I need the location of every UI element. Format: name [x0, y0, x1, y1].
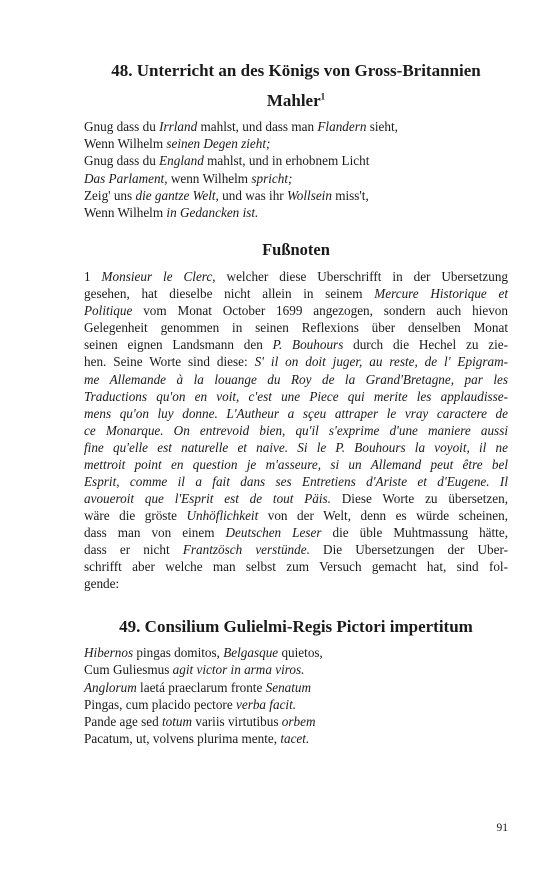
- page-number: 91: [496, 822, 508, 834]
- italic-text: ce Monarque. On entrevoid bien, qu'il s'exprime d'une maniere aussi: [84, 422, 508, 438]
- italic-text: Irrland: [159, 119, 198, 134]
- text-run: und was ihr: [218, 187, 287, 203]
- italic-text: Belgasque: [223, 645, 279, 661]
- footnotes-heading: Fußnoten: [262, 240, 330, 260]
- footnote-line: [84, 422, 508, 439]
- text-run: von der Welt, denn es würde scheinen,: [258, 507, 508, 523]
- text-run: hen. Seine Worte sind diese:: [84, 354, 255, 370]
- verse-line: [84, 204, 508, 221]
- italic-text: Frantzösch verstünde.: [182, 541, 310, 557]
- verse-line: [84, 118, 508, 135]
- italic-text: S' il on doit juger, au reste, de l' Epigram-: [254, 354, 508, 370]
- poem-49-verse: [84, 644, 508, 747]
- footnote-line: [84, 285, 508, 302]
- italic-text: tacet.: [280, 731, 310, 747]
- verse-line: [84, 170, 508, 187]
- text-run: Die Ubersetzungen der Uber-: [309, 541, 508, 557]
- footnote-1: [84, 268, 508, 592]
- text-run: durch die Hechel zu zie-: [343, 337, 508, 353]
- italic-text: verba facit.: [235, 696, 297, 712]
- italic-text: spricht;: [251, 170, 293, 186]
- text-run: welcher diese Uberschrifft in der Ubersetzung: [215, 269, 509, 285]
- italic-text: in Gedancken ist.: [166, 205, 259, 221]
- italic-text: Monsieur le Clerc,: [101, 269, 216, 285]
- page-body: [84, 56, 508, 747]
- verse-line: [84, 644, 508, 661]
- text-run: Gelegenheit genommen in seinen Reflexions über denselben Monat: [84, 320, 508, 336]
- italic-text: Hibernos: [84, 645, 134, 661]
- text-run: 1: [84, 269, 102, 285]
- italic-text: Esprit, comme il a fait dans ses Entretiens d'Ariste et d'Eugene. Il: [84, 473, 508, 489]
- verse-line: [84, 661, 508, 678]
- footnote-line: [84, 439, 508, 456]
- text-run: dass er nicht: [84, 541, 183, 557]
- text-run: Gnug dass du: [84, 119, 160, 134]
- footnote-line: [84, 456, 508, 473]
- italic-text: die gantze Welt,: [135, 187, 219, 203]
- italic-text: avoueroit que l'Esprit est de tout Päis.: [84, 490, 331, 506]
- text-run: mahlst, und in erhobnem Licht: [203, 153, 370, 169]
- text-run: wäre die gröste: [84, 507, 187, 523]
- text-run: Pacatum, ut, volvens plurima mente,: [84, 731, 281, 747]
- italic-text: Wollsein: [287, 187, 332, 203]
- footnote-line: [84, 371, 508, 388]
- italic-text: Mercure Historique et: [374, 286, 508, 302]
- footnote-line: [84, 353, 508, 370]
- text-run: Wenn Wilhelm: [84, 136, 167, 152]
- text-run: mahlst, und dass man: [197, 119, 318, 134]
- footnote-line: [84, 524, 508, 541]
- verse-line: [84, 730, 508, 747]
- italic-text: fine qu'elle est naturelle et naive. Si le P. Bouhours la voyoit, il ne: [84, 439, 508, 455]
- footnote-line: [84, 336, 508, 353]
- italic-text: totum: [162, 713, 193, 729]
- footnote-line: [84, 388, 508, 405]
- text-run: Gnug dass du: [84, 153, 160, 169]
- italic-text: Flandern: [317, 119, 367, 134]
- verse-line: [84, 187, 508, 204]
- footnote-line: [84, 541, 508, 558]
- text-run: wenn Wilhelm: [167, 170, 252, 186]
- text-run: die üble Muhtmassung hätte,: [321, 524, 508, 540]
- footnote-line: [84, 405, 508, 422]
- text-run: Pande age sed: [84, 713, 162, 729]
- text-run: Diese Worte zu übersetzen,: [330, 490, 508, 506]
- poem-48-verse: [84, 118, 508, 221]
- italic-text: me Allemande à la louange du Roy de la Grand'Bretagne, par les: [84, 371, 508, 387]
- text-run: quietos,: [278, 645, 323, 661]
- text-run: sieht,: [366, 119, 398, 134]
- text-run: seinen eignen Landsmann den: [84, 337, 273, 353]
- footnote-ref[interactable]: 1: [320, 91, 326, 102]
- verse-line: [84, 135, 508, 152]
- italic-text: Politique: [84, 303, 133, 319]
- italic-text: orbem: [281, 713, 316, 729]
- poem-49-title: 49. Consilium Gulielmi-Regis Pictori impertitum: [119, 617, 473, 637]
- text-run: Pingas, cum placido pectore: [84, 696, 236, 712]
- italic-text: mettroit point en question je m'asseure, si un Allemand peut être bel: [84, 456, 508, 472]
- footnote-line: [84, 507, 508, 524]
- italic-text: Unhöflichkeit: [186, 507, 259, 523]
- verse-line: [84, 713, 508, 730]
- text-run: gende:: [84, 576, 120, 592]
- text-run: Zeig' uns: [84, 187, 136, 203]
- text-run: variis virtutibus: [192, 713, 282, 729]
- verse-line: [84, 679, 508, 696]
- text-run: Cum Guliesmus: [84, 662, 173, 678]
- italic-text: Das Parlament,: [84, 170, 168, 186]
- text-run: vom Monat October 1699 angezogen, sondern auch hievon: [132, 303, 508, 319]
- text-run: miss't,: [331, 187, 369, 203]
- poem-48-title-line1: 48. Unterricht an des Königs von Gross-Britannien: [111, 61, 481, 80]
- footnote-line: [84, 473, 508, 490]
- footnote-line: [84, 575, 508, 592]
- verse-line: [84, 152, 508, 169]
- text-run: dass man von einem: [84, 524, 226, 540]
- poem-48-title: [84, 56, 508, 116]
- italic-text: mens qu'on luy donne. L'Autheur a sçeu attraper le vray caractere de: [84, 405, 508, 421]
- text-run: laetá praeclarum fronte: [136, 679, 266, 695]
- italic-text: P. Bouhours: [272, 337, 344, 353]
- footnote-line: [84, 319, 508, 336]
- italic-text: Traductions qu'on en voit, c'est une Piece qui merite les applaudisse-: [84, 388, 508, 404]
- italic-text: seinen Degen zieht;: [166, 136, 271, 152]
- footnote-line: [84, 558, 508, 575]
- italic-text: Deutschen Leser: [225, 524, 322, 540]
- verse-line: [84, 696, 508, 713]
- italic-text: England: [159, 153, 204, 169]
- poem-48-title-line2: Mahler: [266, 91, 321, 110]
- italic-text: Anglorum: [84, 679, 137, 695]
- italic-text: agit victor in arma viros.: [172, 662, 305, 678]
- text-run: schrifft aber welche man selbst zum Versuch gemacht hat, sind fol-: [84, 559, 508, 575]
- italic-text: Senatum: [265, 679, 312, 695]
- footnote-line: [84, 490, 508, 507]
- text-run: Wenn Wilhelm: [84, 205, 167, 221]
- footnote-line: [84, 268, 508, 285]
- footnote-line: [84, 302, 508, 319]
- text-run: pingas domitos,: [133, 645, 224, 661]
- text-run: gesehen, hat dieselbe nicht allein in seinem: [84, 286, 375, 302]
